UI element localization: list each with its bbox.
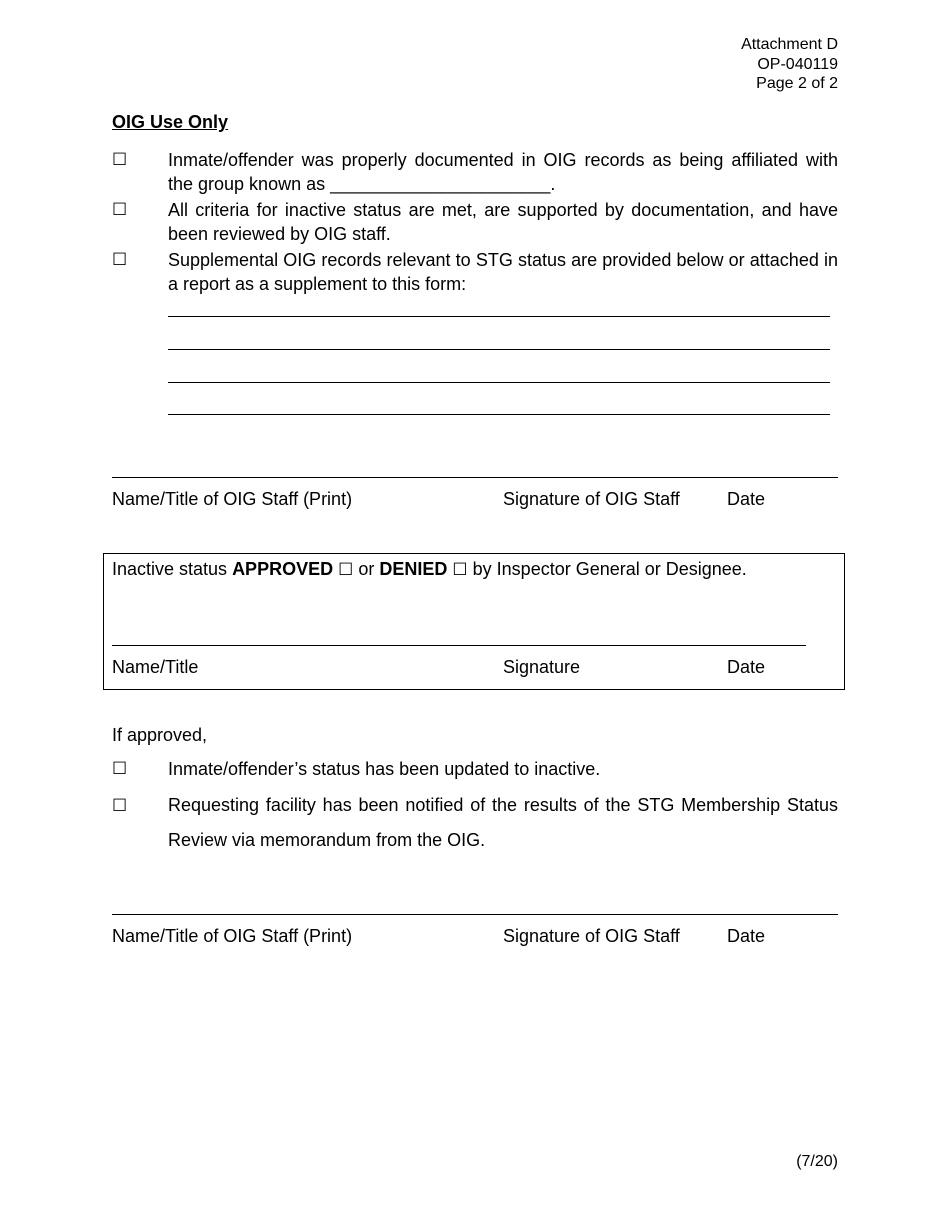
if-approved-heading: If approved, xyxy=(112,725,208,745)
signature-label-2: Signature of OIG Staff xyxy=(503,926,680,946)
attachment-label: Attachment D xyxy=(741,36,838,53)
signature-line-1[interactable] xyxy=(112,477,838,478)
signature-label-1: Signature of OIG Staff xyxy=(503,489,680,509)
item-supplemental-text: Supplemental OIG records relevant to STG status are provided below or attached in a report as a supplement to this form: xyxy=(168,250,838,294)
checkbox-supplemental[interactable]: ☐ xyxy=(112,250,128,270)
status-updated-text: Inmate/offender’s status has been updated to inactive. xyxy=(168,759,601,779)
name-title-label-1: Name/Title of OIG Staff (Print) xyxy=(112,489,353,509)
supplemental-line-3[interactable] xyxy=(168,382,830,383)
policy-number: OP-040119 xyxy=(757,55,838,73)
date-label-1: Date xyxy=(727,489,766,509)
item-documented-text: Inmate/offender was properly documented in OIG records as being affiliated with the group known as ______________________. xyxy=(168,150,838,194)
checkbox-denied[interactable]: ☐ xyxy=(452,560,468,580)
item-criteria-text: All criteria for inactive status are met, are supported by documentation, and have been reviewed by OIG staff. xyxy=(168,200,838,244)
approval-prefix: Inactive status xyxy=(112,559,233,579)
checkbox-criteria-met[interactable]: ☐ xyxy=(112,200,128,220)
checkbox-documented[interactable]: ☐ xyxy=(112,150,128,170)
approval-signature-label: Signature xyxy=(503,657,581,677)
signature-line-2[interactable] xyxy=(112,914,838,915)
section-title: OIG Use Only xyxy=(112,112,229,132)
date-label-2: Date xyxy=(727,926,766,946)
supplemental-line-2[interactable] xyxy=(168,349,830,350)
denied-label: DENIED xyxy=(379,559,448,579)
approval-suffix: by Inspector General or Designee. xyxy=(467,559,747,579)
approval-name-title-label: Name/Title xyxy=(112,657,199,677)
supplemental-line-1[interactable] xyxy=(168,316,830,317)
checkbox-status-updated[interactable]: ☐ xyxy=(112,759,128,779)
document-header xyxy=(741,35,838,94)
page-number: Page 2 of 2 xyxy=(756,75,838,92)
checkbox-facility-notified[interactable]: ☐ xyxy=(112,796,128,816)
approval-or: or xyxy=(353,559,380,579)
checkbox-approved[interactable]: ☐ xyxy=(338,560,354,580)
name-title-label-2: Name/Title of OIG Staff (Print) xyxy=(112,926,353,946)
revision-date: (7/20) xyxy=(796,1153,838,1170)
supplemental-line-4[interactable] xyxy=(168,414,830,415)
approval-signature-line[interactable] xyxy=(112,645,806,646)
facility-notified-text: Requesting facility has been notified of the results of the STG Membership Status Review via memorandum from the OIG. xyxy=(168,795,838,850)
approval-statement xyxy=(112,557,747,582)
approved-label: APPROVED xyxy=(232,559,334,579)
approval-date-label: Date xyxy=(727,657,766,677)
